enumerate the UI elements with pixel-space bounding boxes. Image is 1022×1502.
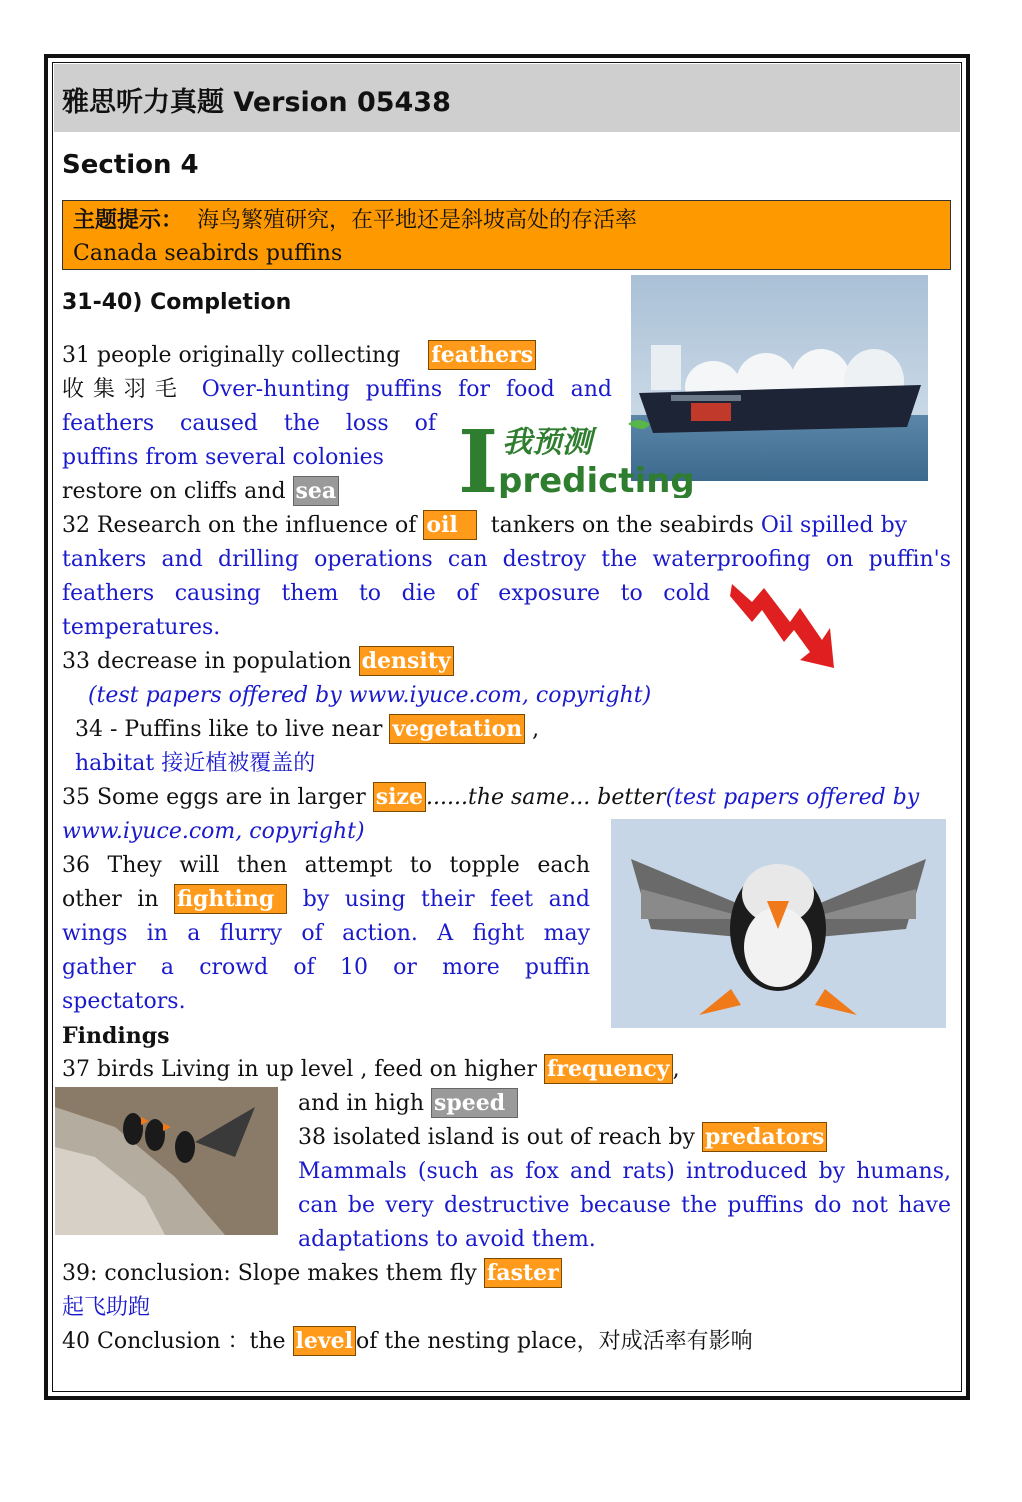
page-title: 雅思听力真题 Version 05438 bbox=[62, 87, 451, 118]
q32-answer: oil bbox=[423, 510, 476, 540]
q31-line bbox=[62, 339, 536, 373]
topic-en: Canada seabirds puffins bbox=[73, 241, 343, 266]
topic-box bbox=[62, 200, 951, 270]
q36-answer: fighting bbox=[174, 884, 287, 914]
q37-answer2: speed bbox=[431, 1088, 518, 1118]
q33-text: 33 decrease in population bbox=[62, 649, 352, 674]
q31-line5 bbox=[62, 475, 339, 509]
puffins-cliff-image bbox=[55, 1087, 278, 1235]
topic-label: 主题提示： bbox=[73, 207, 184, 233]
section-heading: Section 4 bbox=[62, 150, 199, 180]
q35-text: 35 Some eggs are in larger bbox=[62, 785, 366, 810]
q32-blue-4: temperatures. bbox=[62, 615, 221, 640]
q39-line bbox=[62, 1257, 562, 1291]
q38-line bbox=[298, 1121, 827, 1155]
q37-line bbox=[62, 1053, 680, 1087]
q34-line bbox=[75, 713, 539, 747]
q36-text-b: by using their feet and bbox=[302, 887, 590, 912]
q36-line4: gather a crowd of 10 or more puffin bbox=[62, 955, 590, 980]
q31-answer2: sea bbox=[293, 476, 340, 506]
q37-text: 37 birds Living in up level , feed on higher bbox=[62, 1057, 537, 1082]
q36-line3: wings in a flurry of action. A fight may bbox=[62, 921, 590, 946]
q34-habitat: habitat 接近植被覆盖的 bbox=[75, 751, 316, 776]
q32-blue-3: feathers causing them to die of exposure to cold bbox=[62, 581, 710, 606]
q35-italic: ......the same... better bbox=[426, 785, 666, 810]
q31-restore: restore on cliffs and bbox=[62, 479, 286, 504]
q31-blue-2: feathers caused the loss of bbox=[62, 411, 436, 436]
q31-cn: 收集羽毛 bbox=[62, 377, 186, 402]
q35-line bbox=[62, 781, 919, 815]
q35-copyright-a: (test papers offered by bbox=[665, 785, 920, 810]
q37-text2: and in high bbox=[298, 1091, 425, 1116]
q40-text2: of the nesting place，对成活率有影响 bbox=[356, 1329, 753, 1354]
q40-line bbox=[62, 1325, 753, 1359]
predicting-logo bbox=[458, 412, 710, 498]
findings-heading: Findings bbox=[62, 1023, 170, 1049]
q37-comma: , bbox=[672, 1057, 680, 1082]
red-down-arrow-icon bbox=[730, 578, 840, 672]
q36-text-a: other in bbox=[62, 887, 159, 912]
q31-blue-3: puffins from several colonies bbox=[62, 445, 384, 470]
q38-answer: predators bbox=[702, 1122, 827, 1152]
q37-answer: frequency bbox=[544, 1054, 673, 1084]
q33-line bbox=[62, 645, 454, 679]
q34-text: 34 - Puffins like to live near bbox=[75, 717, 383, 742]
q33-answer: density bbox=[359, 646, 454, 676]
q40-text: 40 Conclusion ：the bbox=[62, 1329, 286, 1354]
q38-blue-2: can be very destructive because the puffins do not have bbox=[298, 1193, 951, 1218]
q35-answer: size bbox=[373, 782, 426, 812]
logo-en: predicting bbox=[498, 461, 695, 498]
q39-answer: faster bbox=[484, 1258, 562, 1288]
q32-text2: tankers on the seabirds bbox=[490, 513, 754, 538]
q36-line5: spectators. bbox=[62, 989, 186, 1014]
q33-copyright: (test papers offered by www.iyuce.com, copyright) bbox=[88, 683, 652, 708]
q36-line1: 36 They will then attempt to topple each bbox=[62, 853, 590, 878]
q32-text: 32 Research on the influence of bbox=[62, 513, 417, 538]
topic-cn: 海鸟繁殖研究，在平地还是斜坡高处的存活率 bbox=[197, 208, 638, 233]
puffin-flying-image bbox=[611, 819, 946, 1028]
q38-blue-1: Mammals (such as fox and rats) introduced by humans, bbox=[298, 1159, 951, 1184]
q35-copyright-b: www.iyuce.com, copyright) bbox=[62, 819, 365, 844]
q32-blue-2: tankers and drilling operations can destroy the waterproofing on puffin's bbox=[62, 547, 951, 572]
logo-cn: 我预测 bbox=[502, 425, 592, 460]
q34-comma: , bbox=[532, 717, 540, 742]
q31-line2 bbox=[62, 373, 612, 407]
q38-blue-3: adaptations to avoid them. bbox=[298, 1227, 596, 1252]
q37-line2 bbox=[298, 1087, 518, 1121]
q39-cn: 起飞助跑 bbox=[62, 1295, 151, 1320]
subheading: 31-40) Completion bbox=[62, 290, 292, 315]
q31-blue-1: Over-hunting puffins for food and bbox=[201, 377, 612, 402]
q40-answer: level bbox=[293, 1326, 357, 1356]
q31-text: 31 people originally collecting bbox=[62, 343, 401, 368]
q32-blue-1: Oil spilled by bbox=[760, 513, 908, 538]
q38-text: 38 isolated island is out of reach by bbox=[298, 1125, 695, 1150]
q32-line1 bbox=[62, 509, 907, 543]
q34-answer: vegetation bbox=[389, 714, 525, 744]
q36-line2 bbox=[62, 883, 590, 917]
q39-text: 39: conclusion: Slope makes them fly bbox=[62, 1261, 477, 1286]
logo-letter: I bbox=[458, 412, 499, 498]
q31-answer: feathers bbox=[428, 340, 536, 370]
